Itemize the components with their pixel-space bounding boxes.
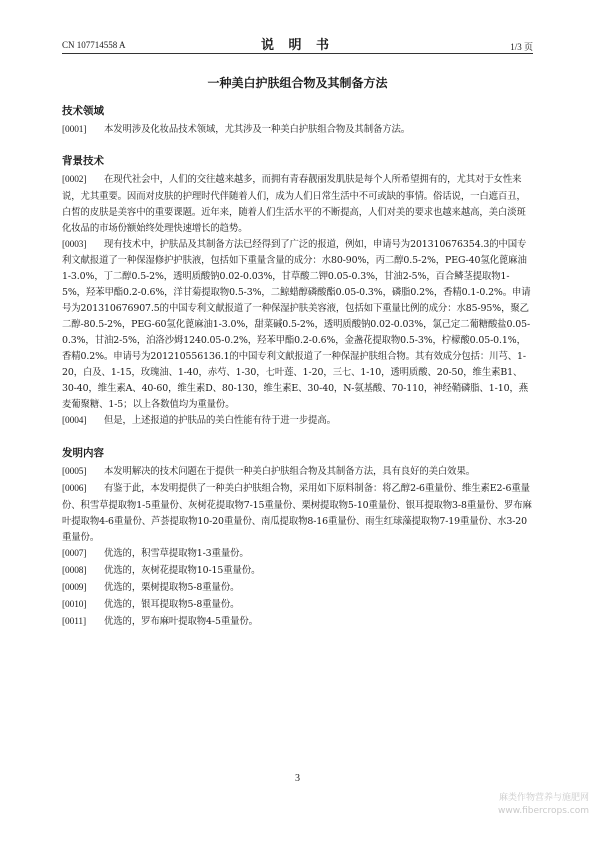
paragraph-text: 优选的，罗布麻叶提取物4-5重量份。 [104, 615, 258, 627]
paragraph-text: 优选的，灰树花提取物10-15重量份。 [104, 564, 261, 576]
page-number: 3 [295, 773, 300, 784]
watermark [498, 792, 589, 818]
paragraph-text: 本发明解决的技术问题在于提供一种美白护肤组合物及其制备方法，具有良好的美白效果。 [104, 466, 476, 478]
paragraph-number: [0005] [62, 467, 87, 478]
paragraph-number: [0011] [62, 616, 87, 627]
paragraph [62, 546, 532, 563]
paragraph-number: [0006] [62, 484, 87, 495]
watermark-line: www.fibercrops.com [498, 806, 589, 816]
paragraph [62, 580, 532, 597]
paragraph-text: 有鉴于此，本发明提供了一种美白护肤组合物，采用如下原料制备：将乙醇2-6重量份、维生素E2-6重量份、积雪草提取物1-5重量份、灰树花提取物7-15重量份、栗树提取物5-10重量份、银耳提取物3-8重量份、罗布麻叶提取物4-6重量份、芦荟提取物10-20重量份、南瓜提取物8-16重量份、雨生红球藻提取物7-19重量份、水3-20重量份。 [62, 483, 532, 544]
paragraph-number: [0004] [62, 415, 87, 426]
paragraph [62, 122, 532, 139]
document-type: 说 明 书 [260, 38, 335, 53]
section-heading-background: 背景技术 [62, 154, 104, 167]
page-indicator: 1/3 页 [510, 42, 533, 52]
paragraph-text: 本发明涉及化妆品技术领域，尤其涉及一种美白护肤组合物及其制备方法。 [104, 124, 411, 135]
watermark-line: 麻类作物营养与施肥网 [498, 793, 589, 803]
paragraph-text: 优选的，银耳提取物5-8重量份。 [104, 598, 240, 610]
section-heading-tech-field: 技术领域 [62, 105, 104, 117]
paragraph-text: 在现代社会中，人们的交往越来越多，而拥有青春靓丽发肌肤是每个人所希望拥有的，尤其对于女性来说，尤其重要。因而对皮肤的护理时代伴随着人们，成为人们日常生活中不可或缺的事情。俗话说，一白遮百丑，白皙的皮肤是美容中的重要课题。近年来，随着人们生活水平的不断提高，人们对美的要求也越来越高，美白淡斑化妆品的市场份额始终处理快速增长的趋势。 [62, 173, 526, 234]
paragraph-number: [0007] [62, 548, 87, 559]
paragraph-number: [0001] [62, 125, 87, 135]
paragraph-text: 优选的，积雪草提取物1-3重量份。 [104, 547, 249, 559]
paragraph [62, 413, 532, 430]
paragraph-number: [0008] [62, 565, 87, 576]
paragraph [62, 464, 532, 481]
document-title: 一种美白护肤组合物及其制备方法 [207, 76, 388, 90]
paragraph [62, 172, 532, 237]
paragraph [62, 563, 532, 580]
publication-number: CN 107714558 A [62, 40, 126, 50]
paragraph-number: [0009] [62, 582, 87, 593]
paragraph-number: [0010] [62, 599, 87, 610]
page-header [62, 31, 533, 54]
paragraph-text: 但是，上述报道的护肤品的美白性能有待于进一步提高。 [104, 414, 336, 426]
paragraph [62, 614, 532, 631]
paragraph [62, 597, 532, 614]
paragraph-text: 优选的，栗树提取物5-8重量份。 [104, 581, 240, 593]
document-body [62, 103, 532, 630]
paragraph-number: [0003] [62, 239, 87, 250]
paragraph [62, 237, 532, 413]
section-heading-invention: 发明内容 [62, 447, 104, 460]
paragraph-text: 现有技术中，护肤品及其制备方法已经得到了广泛的报道，例如，申请号为201310676354.3的中国专利文献报道了一种保湿修护护肤液，包括如下重量含量的成分：水80-90%，丙二醇0.5-2%，PEG-40氢化蓖麻油1-3.0%，丁二醇0.5-2%，透明质酸钠0.02-0.03%，甘草酸二钾0.05-0.3%，甘油2-5%，百合鳞茎提取物1-5%，羟苯甲酯0.2-0.6%，洋甘菊提取物0.5-3%，二鲸蜡醇磷酸酯0.05-0.3%，磷脂0.2%，香精0.1-0.2%。申请号为201310676907.5的中国专利文献报道了一种保湿护肤美容液，包括如下重量比例的成分：水85-95%，聚乙二醇-80.5-2%，PEG-60氢化蓖麻油1-3.0%，甜菜碱0.5-2%，透明质酸钠0.02-0.03%，氯己定二葡糖酸盐0.05-0.3%，甘油2-5%，泊洛沙姆1240.05-0.2%，羟苯甲酯0.2-0.6%，金盏花提取物0.5-3%，柠檬酸0.05-0.1%，香精0.2%。申请号为201210556136.1的中国专利文献报道了一种保湿护肤组合物。其有效成分包括：川芎、1-20，白及、1-15，玫瑰油、1-40，赤芍、1-30，七叶莲、1-20，三七、1-10，透明质酸、20-50，维生素B1、30-40，维生素A、40-60，维生素D、80-130，维生素E、30-40，N-氨基酸、70-110，神经鞘磷脂、1-10，燕麦葡聚糖、1-5；以上各数值均为重量份。 [62, 238, 531, 410]
paragraph [62, 481, 532, 546]
paragraph-number: [0002] [62, 174, 87, 185]
